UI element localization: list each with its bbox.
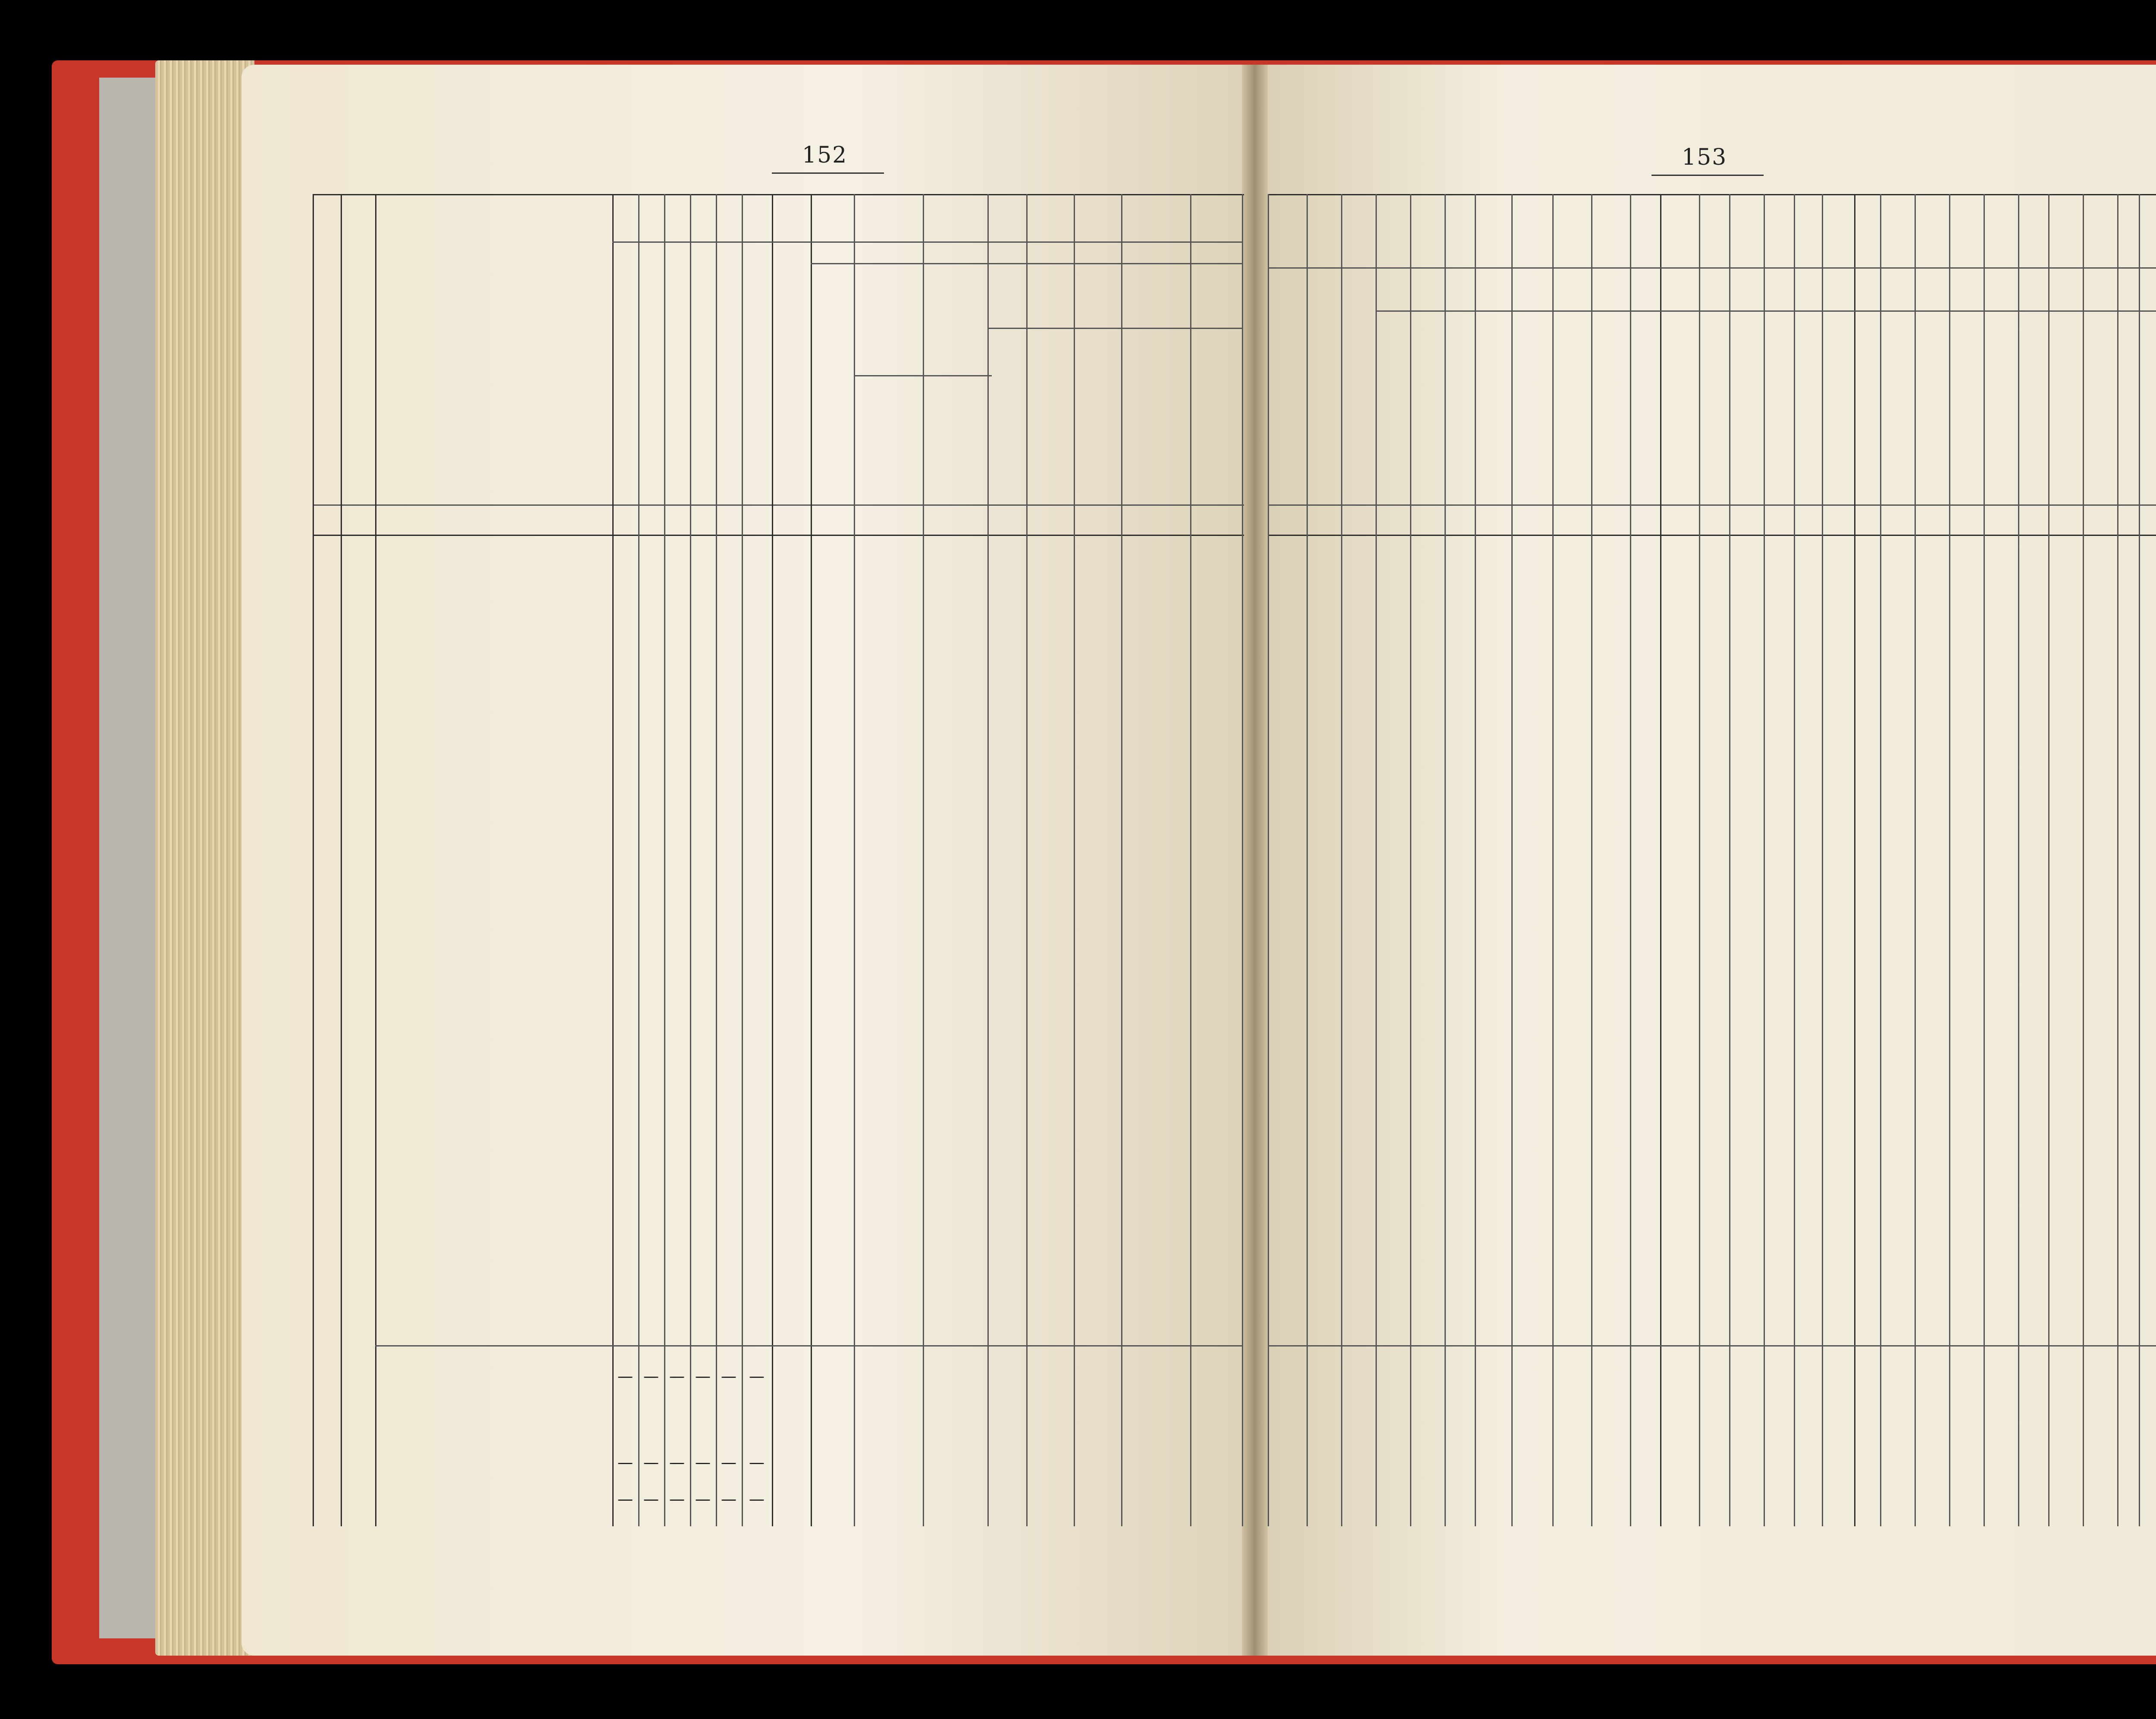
rule-line: [1511, 194, 1513, 1526]
summary-dash: —: [695, 1454, 711, 1472]
rule-line: [1410, 194, 1411, 1526]
rule-line: [1591, 194, 1592, 1526]
rule-line: [854, 375, 992, 376]
summary-dash: —: [721, 1490, 736, 1508]
summary-dash: —: [669, 1490, 685, 1508]
rule-line: [1268, 535, 2156, 536]
rule-line: [1630, 194, 1631, 1526]
book-gutter: [1242, 65, 1268, 1656]
rule-line: [638, 194, 639, 1526]
summary-dash: —: [695, 1368, 711, 1385]
page-number-rule: [772, 172, 884, 174]
summary-dash: —: [643, 1368, 659, 1385]
rule-line: [1699, 194, 1700, 1526]
rule-line: [375, 1345, 1242, 1346]
rule-line: [1764, 194, 1765, 1526]
rule-line: [1121, 194, 1122, 1526]
rule-line: [612, 241, 1242, 243]
rule-line: [2117, 194, 2118, 1526]
rule-line: [1307, 194, 1308, 1526]
page-number-left: 152: [802, 142, 848, 168]
rule-line: [1475, 194, 1476, 1526]
summary-dash: —: [617, 1490, 633, 1508]
rule-line: [1915, 194, 1916, 1526]
page-number-rule: [1651, 175, 1764, 176]
rule-line: [1026, 194, 1028, 1526]
rule-line: [1268, 194, 1269, 1526]
rule-line: [1729, 194, 1730, 1526]
rule-line: [313, 504, 1244, 506]
summary-dash: —: [721, 1454, 736, 1472]
rule-line: [1268, 504, 2156, 506]
rule-line: [1376, 194, 1377, 1526]
rule-line: [1268, 194, 2156, 195]
rule-line: [1190, 194, 1191, 1526]
rule-line: [612, 194, 614, 1526]
summary-dash: —: [643, 1490, 659, 1508]
rule-line: [313, 194, 1244, 195]
rule-line: [742, 194, 743, 1526]
rule-line: [1074, 194, 1075, 1526]
page-edges-left: [155, 60, 254, 1656]
rule-line: [1794, 194, 1795, 1526]
rule-line: [2139, 194, 2140, 1526]
rule-line: [2018, 194, 2019, 1526]
rule-line: [313, 535, 1244, 536]
page-number-right: 153: [1682, 144, 1727, 170]
summary-dash: —: [695, 1490, 711, 1508]
rule-line: [1660, 194, 1661, 1526]
rule-line: [1376, 310, 2156, 312]
rule-line: [690, 194, 691, 1526]
summary-dash: —: [617, 1454, 633, 1472]
rule-line: [854, 194, 855, 1526]
rule-line: [664, 194, 665, 1526]
rule-line: [1268, 1345, 2156, 1346]
rule-line: [987, 194, 989, 1526]
rule-line: [811, 263, 1242, 264]
summary-dash: —: [749, 1454, 765, 1472]
rule-line: [2083, 194, 2084, 1526]
rule-line: [811, 194, 812, 1526]
summary-dash: —: [721, 1368, 736, 1385]
rule-line: [923, 194, 924, 1526]
summary-dash: —: [749, 1490, 765, 1508]
summary-dash: —: [643, 1454, 659, 1472]
rule-line: [1552, 194, 1554, 1526]
rule-line: [313, 194, 314, 1526]
rule-line: [341, 194, 342, 1526]
rule-line: [1445, 194, 1446, 1526]
summary-dash: —: [669, 1454, 685, 1472]
rule-line: [1341, 194, 1342, 1526]
rule-line: [1984, 194, 1985, 1526]
rule-line: [987, 328, 1242, 329]
rule-line: [1949, 194, 1950, 1526]
rule-line: [1854, 194, 1855, 1526]
rule-line: [1822, 194, 1823, 1526]
rule-line: [2048, 194, 2049, 1526]
rule-line: [375, 194, 376, 1526]
right-page: [1250, 65, 2156, 1656]
rule-line: [772, 194, 773, 1526]
rule-line: [1880, 194, 1881, 1526]
summary-dash: —: [669, 1368, 685, 1385]
summary-dash: —: [617, 1368, 633, 1385]
rule-line: [716, 194, 717, 1526]
summary-dash: —: [749, 1368, 765, 1385]
left-page: [241, 65, 1259, 1656]
rule-line: [1268, 267, 2156, 269]
rule-line: [1242, 194, 1243, 1526]
